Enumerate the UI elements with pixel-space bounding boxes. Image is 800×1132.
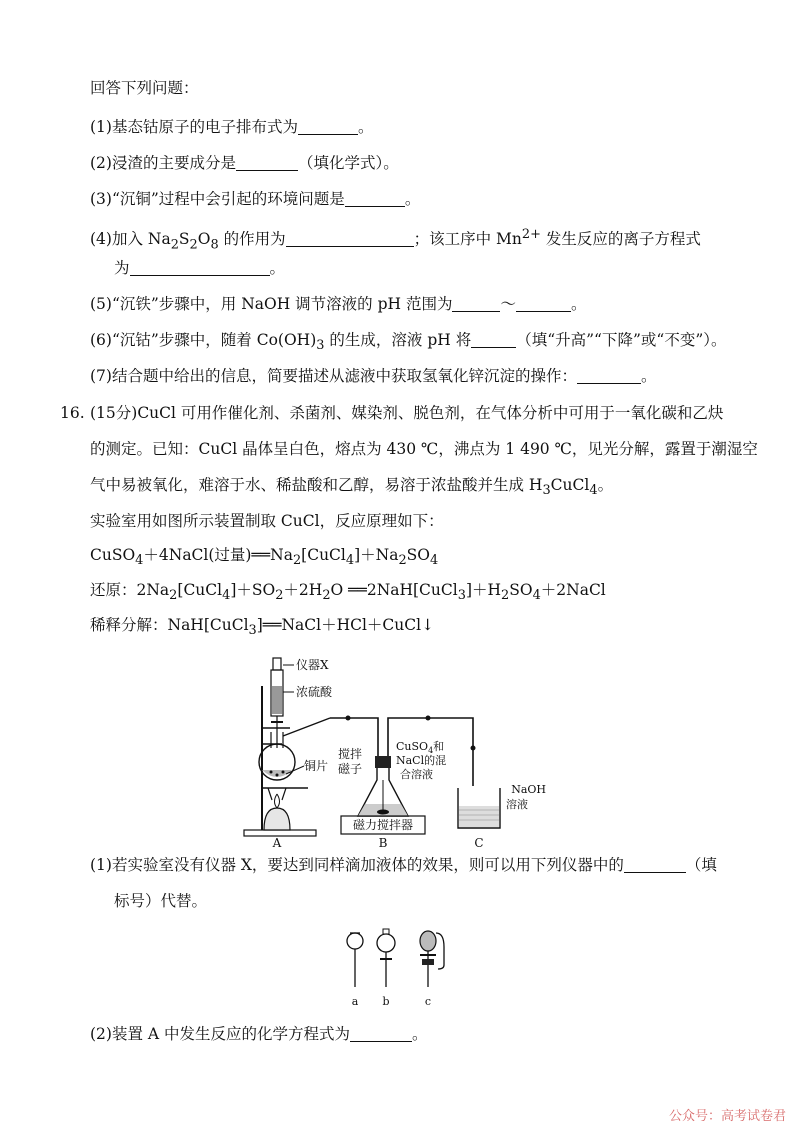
answer-blank[interactable]: [130, 259, 270, 276]
q16-line-3: 气中易被氧化，难溶于水、稀盐酸和乙醇，易溶于浓盐酸并生成 $H_3CuCl_4$。: [90, 476, 614, 499]
answer-blank[interactable]: [286, 230, 414, 247]
question-7: (7)结合题中给出的信息，简要描述从滤液中获取氢氧化锌沉淀的操作： 。: [90, 367, 657, 385]
sub-question-1: (1)若实验室没有仪器 X，要达到同样滴加液体的效果，则可以用下列仪器中的 （填: [90, 856, 717, 874]
watermark: 公众号：高考试卷君: [668, 1109, 786, 1124]
sub-question-1-cont: 标号）代替。: [114, 892, 208, 910]
label-mix-2: NaCl的混: [396, 754, 447, 767]
option-a-funnel: [347, 933, 363, 987]
sub-question-2: (2)装置 A 中发生反应的化学方程式为 。: [90, 1025, 428, 1043]
question-number: 16.: [60, 404, 85, 422]
question-3: (3)“沉铜”过程中会引起的环境问题是 。: [90, 190, 421, 208]
option-b-label: b: [382, 995, 390, 1008]
answer-blank[interactable]: [350, 1025, 412, 1042]
label-b: B: [378, 836, 388, 850]
answer-blank[interactable]: [345, 190, 405, 207]
question-6: (6)“沉钴”步骤中，随着 $Co(OH)_3$ 的生成，溶液 pH 将 （填“升高”“下降”或“不变”）。: [90, 331, 727, 354]
label-mix-3: 合溶液: [400, 768, 433, 781]
label-copper: 铜片: [304, 759, 329, 773]
label-naoh: NaOH: [511, 783, 546, 796]
answer-blank[interactable]: [516, 295, 571, 312]
alcohol-lamp: [264, 788, 290, 830]
label-mix-1: CuSO$_4$和: [396, 740, 445, 755]
label-conc-h2so4: 浓硫酸: [296, 685, 333, 699]
answer-blank[interactable]: [577, 367, 641, 384]
option-a-label: a: [351, 995, 359, 1008]
equation-3: 稀释分解：NaH[CuCl$_3$]══NaCl＋HCl＋CuCl↓: [90, 616, 435, 639]
q16-line-1: 16. (15分)CuCl 可用作催化剂、杀菌剂、媒染剂、脱色剂，在气体分析中可用于一氧化碳和乙炔: [90, 401, 760, 425]
q16-line-4: 实验室用如图所示装置制取 CuCl，反应原理如下：: [90, 512, 444, 530]
question-4-cont: 为 。: [114, 259, 286, 277]
answer-blank[interactable]: [298, 118, 358, 135]
label-c: C: [474, 836, 484, 850]
question-4: (4)加入 $Na_2S_2O_8$ 的作用为 ；该工序中 $Mn^{2+}$ 发生反应的离子方程式: [90, 227, 701, 253]
equation-2: 还原：$2Na_2[CuCl_4]+SO_2+2H_2O$ $══2NaH[CuCl_3]+H_2SO_4+2NaCl$: [90, 581, 606, 604]
question-5: (5)“沉铁”步骤中，用 NaOH 调节溶液的 pH 范围为 ～ 。: [90, 295, 587, 313]
section-header: 回答下列问题：: [90, 79, 199, 97]
answer-blank[interactable]: [624, 856, 686, 873]
q16-line-2: 的测定。已知：CuCl 晶体呈白色，熔点为 430 ℃，沸点为 1 490 ℃，见光分解，露置于潮湿空: [90, 440, 758, 458]
option-c-funnel: [420, 931, 444, 987]
option-apparatus: [340, 925, 450, 1013]
label-instrument-x: 仪器X: [296, 658, 329, 672]
answer-blank[interactable]: [236, 154, 298, 171]
option-b-funnel: [377, 929, 395, 987]
label-naoh-solution: 溶液: [506, 798, 528, 811]
option-c-label: c: [424, 995, 432, 1008]
label-stirrer: 磁力搅拌器: [352, 818, 414, 832]
label-stir-bar-1: 搅拌: [338, 747, 363, 761]
question-1: (1)基态钴原子的电子排布式为 。: [90, 118, 374, 136]
apparatus-diagram: [238, 648, 546, 850]
label-stir-bar-2: 磁子: [338, 762, 363, 776]
equation-1: CuSO$_4$＋4NaCl(过量)$══Na_2[CuCl_4]+Na_2SO_4$: [90, 546, 439, 569]
question-2: (2)浸渣的主要成分是 （填化学式）。: [90, 154, 399, 172]
beaker-c: [458, 788, 500, 828]
answer-blank[interactable]: [452, 295, 500, 312]
answer-blank[interactable]: [471, 331, 516, 348]
dropping-funnel-x: [271, 658, 283, 748]
label-a: A: [272, 836, 282, 850]
